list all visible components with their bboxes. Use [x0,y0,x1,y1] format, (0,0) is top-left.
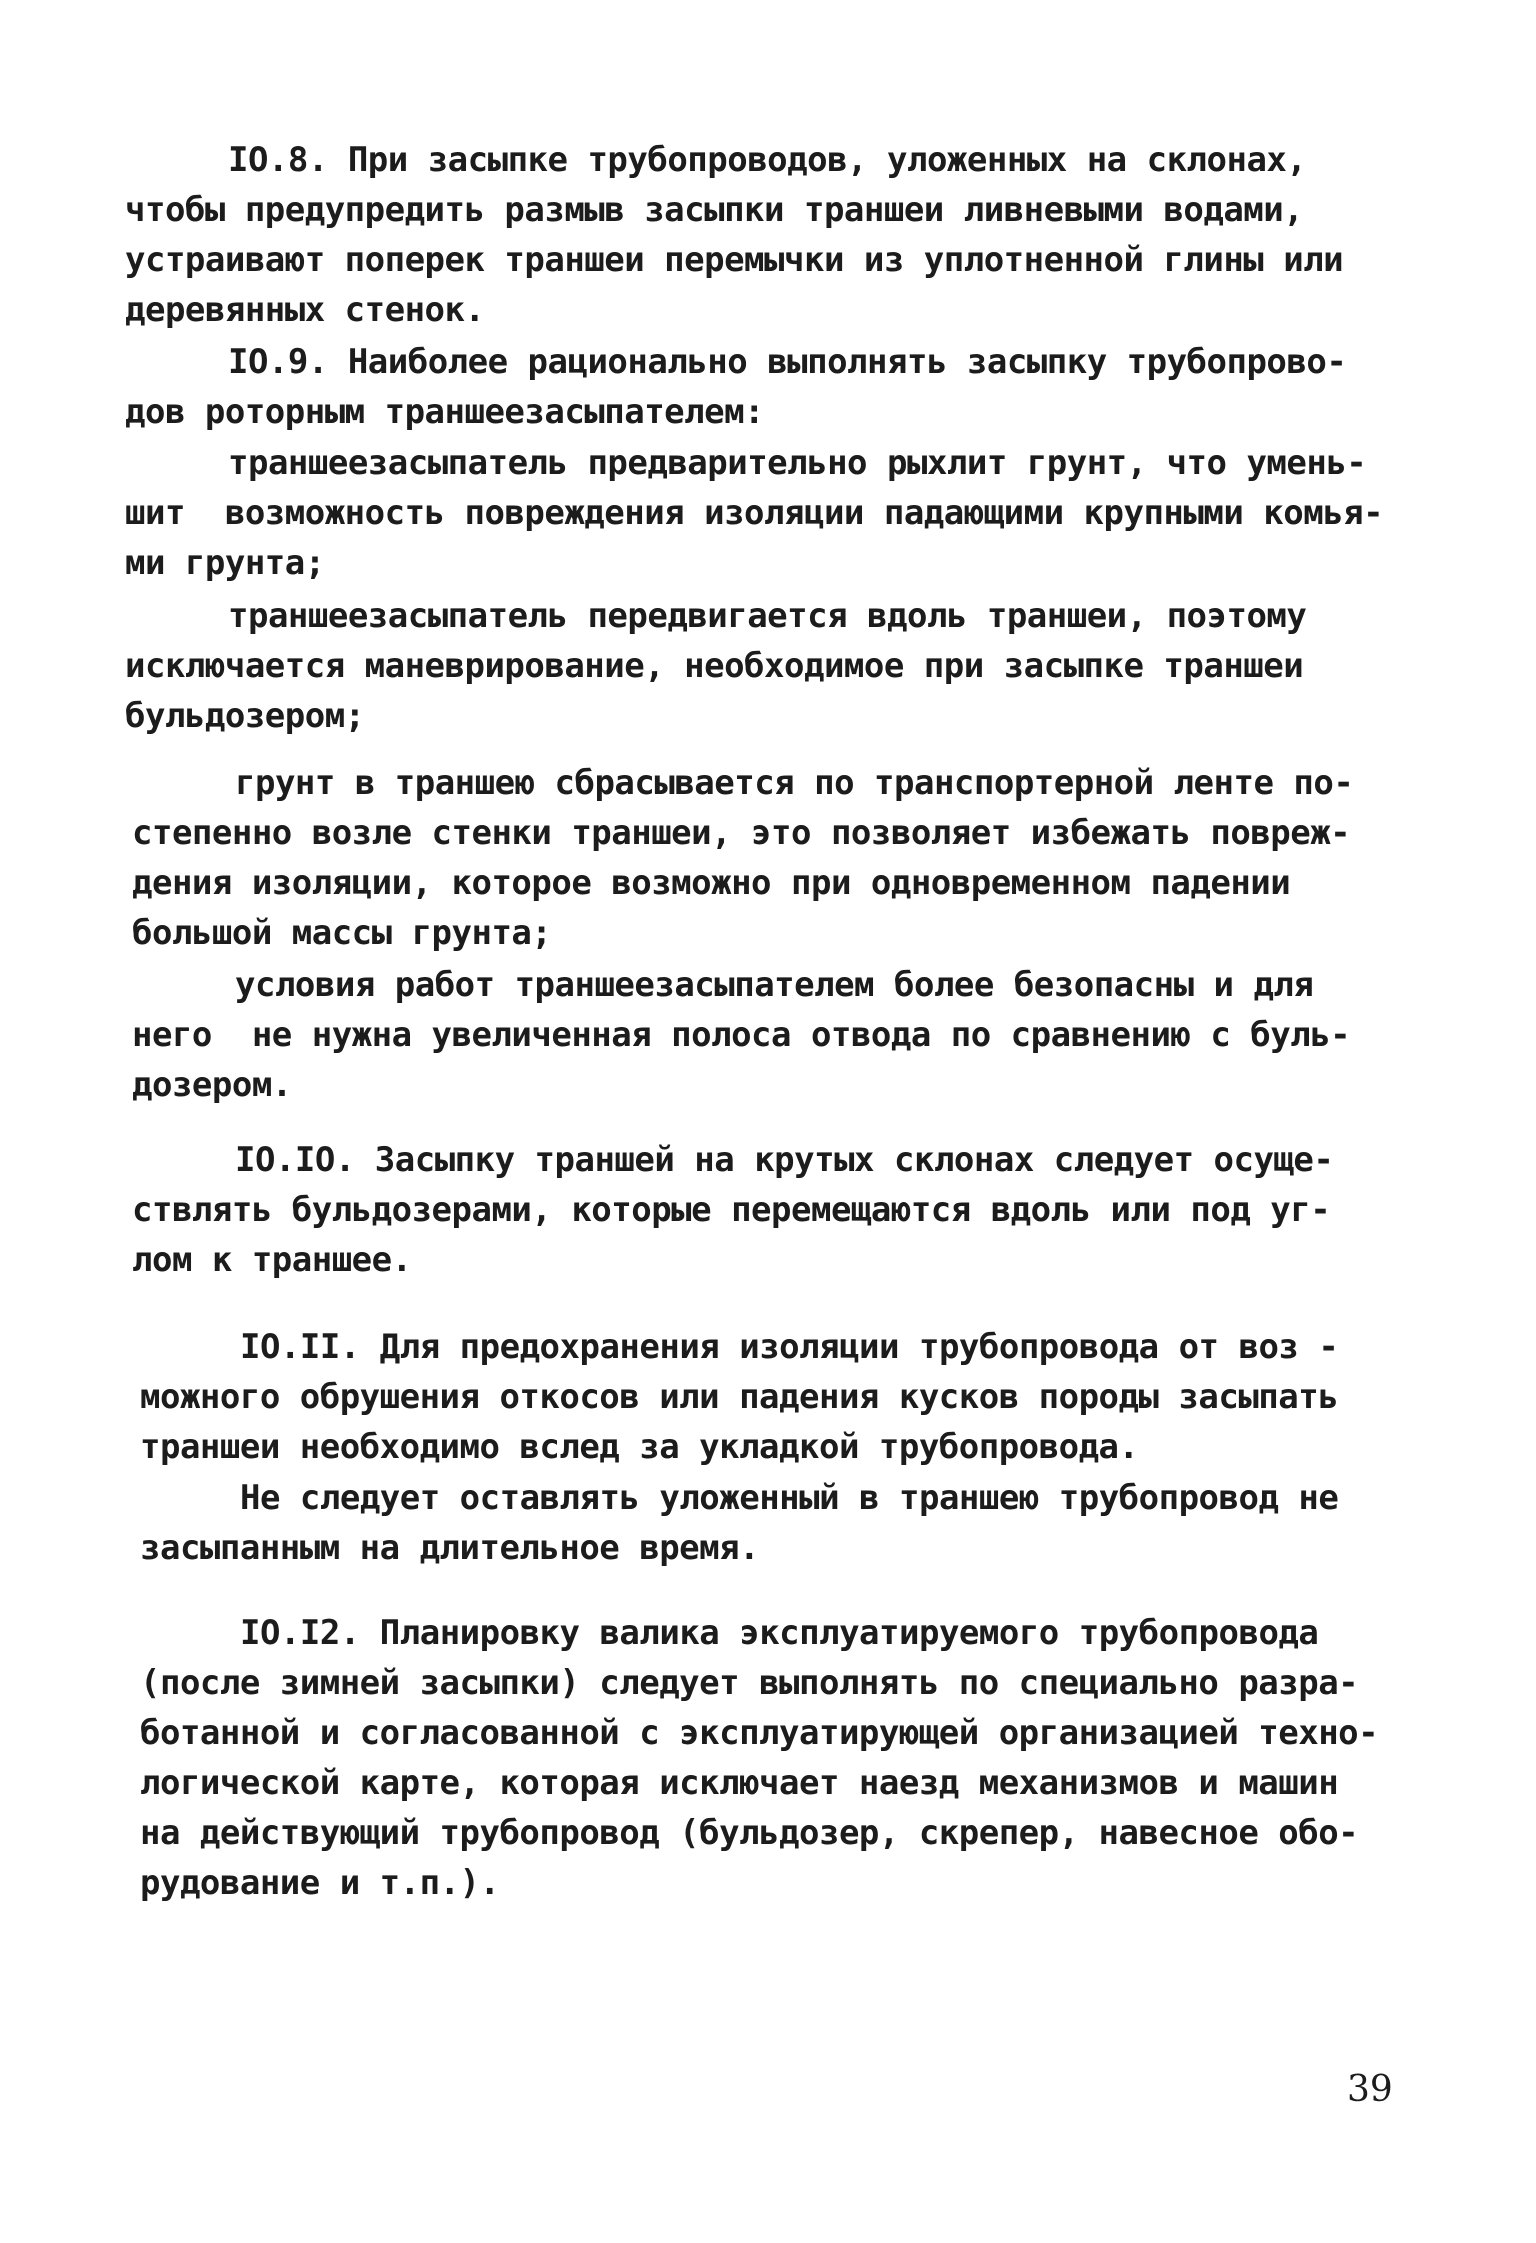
text-line: логической карте, которая исключает наезд механизмов и машин [140,1763,1339,1803]
text-line: Не следует оставлять уложенный в траншею трубопровод не [240,1478,1339,1518]
text-line: условия работ траншеезасыпателем более безопасны и для [235,965,1314,1005]
text-line: (после зимней засыпки) следует выполнять по специально разра- [140,1663,1359,1703]
text-line: IO.9. Наиболее рационально выполнять засыпку трубопрово- [228,342,1347,382]
text-line: IO.IO. Засыпку траншей на крутых склонах следует осуще- [235,1140,1334,1180]
text-line: дения изоляции, которое возможно при одновременном падении [132,863,1291,903]
text-line: ми грунта; [125,543,325,583]
text-line: бульдозером; [125,696,365,736]
text-line: IO.8. При засыпке трубопроводов, уложенных на склонах, [228,140,1307,180]
text-line: на действующий трубопровод (бульдозер, скрепер, навесное обо- [140,1813,1359,1853]
text-line: исключается маневрирование, необходимое при засыпке траншеи [125,646,1304,686]
text-line: траншеезасыпатель передвигается вдоль траншеи, поэтому [228,596,1307,636]
text-line: него не нужна увеличенная полоса отвода по сравнению с буль- [132,1015,1351,1055]
text-line: дозером. [132,1065,292,1105]
text-line: степенно возле стенки траншеи, это позволяет избежать повреж- [132,813,1351,853]
text-line: можного обрушения откосов или падения кусков породы засыпать [140,1377,1339,1417]
text-line: лом к траншее. [132,1240,412,1280]
text-line: засыпанным на длительное время. [140,1528,760,1568]
text-line: траншеи необходимо вслед за укладкой трубопровода. [140,1427,1139,1467]
text-line: траншеезасыпатель предварительно рыхлит грунт, что умень- [228,443,1367,483]
text-line: шит возможность повреждения изоляции падающими крупными комья- [125,493,1384,533]
text-line: ствлять бульдозерами, которые перемещаются вдоль или под уг- [132,1190,1331,1230]
page-number: 39 [1347,2069,1393,2110]
text-line: дов роторным траншеезасыпателем: [125,392,765,432]
text-line: рудование и т.п.). [140,1863,500,1903]
text-line: IO.II. Для предохранения изоляции трубопровода от воз - [240,1327,1339,1367]
text-line: грунт в траншею сбрасывается по транспортерной ленте по- [235,763,1354,803]
text-line: деревянных стенок. [125,290,485,330]
text-line: чтобы предупредить размыв засыпки траншеи ливневыми водами, [125,190,1304,230]
text-line: большой массы грунта; [132,913,552,953]
text-line: IO.I2. Планировку валика эксплуатируемого трубопровода [240,1613,1319,1653]
text-line: устраивают поперек траншеи перемычки из уплотненной глины или [125,240,1344,280]
text-line: ботанной и согласованной с эксплуатирующей организацией техно- [140,1713,1379,1753]
